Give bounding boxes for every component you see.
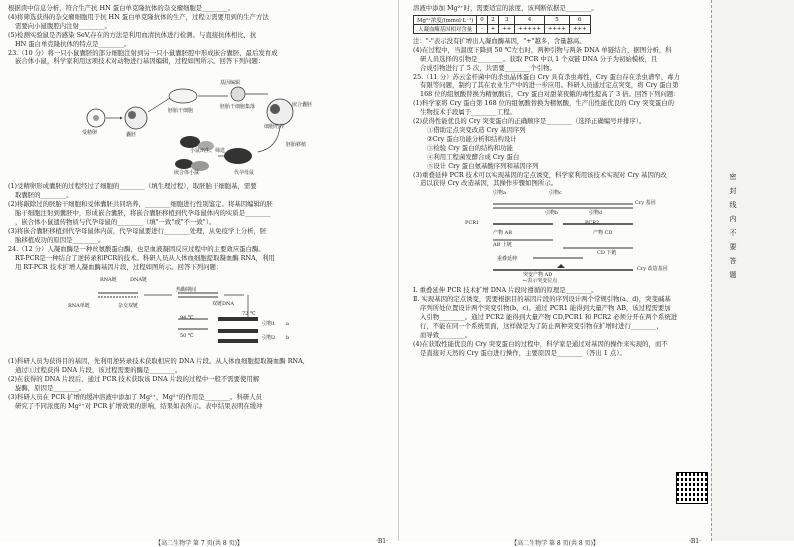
label-modified: 胚胎干细胞集落 xyxy=(220,104,256,111)
table-cell: 2 xyxy=(487,15,499,24)
label-overlap: 重叠延伸 xyxy=(497,256,518,263)
question-25-stem: (1)科学家将 Cry 蛋白第 168 位的组氨酸替换为精氨酸，生产出性能优良的 Cry 突变蛋白的 xyxy=(413,99,675,108)
label-cd-down: CD 下链 xyxy=(597,250,617,257)
table-cell: ++++ xyxy=(544,24,569,33)
intro-line: 根据读中信息分析，符合生产抗 HN 蛋白单克隆抗体的杂交瘤细胞是________。 xyxy=(8,4,235,12)
option-item: ②Cry 蛋白功能分析和结构设计 xyxy=(427,134,517,143)
table-cell: 6 xyxy=(569,15,590,24)
q25-item: 而导致________。 xyxy=(420,330,472,339)
table-cell: 4 xyxy=(515,15,545,24)
page-number: 【高二生物学 第 7 页(共 8 页)】 xyxy=(155,540,243,547)
label-72: 72 ℃ xyxy=(242,311,256,318)
label-94: 94 ℃ xyxy=(180,315,194,322)
q24-item: (1)科研人员为获得目的基因，先利用逆转录技术获取相应的 DNA 片段。从人体血细胞提取凝血酶 RNA, xyxy=(8,357,305,366)
table-cell: 0 xyxy=(477,15,487,24)
figure-24 xyxy=(8,273,394,355)
label-mutation: ←表示突变位点 xyxy=(523,278,558,285)
label-primer2: 引物2 xyxy=(262,335,276,342)
right-column xyxy=(413,4,709,358)
label-heat: 热酶期间 xyxy=(176,287,197,294)
label-hybrid: 杂交双链 xyxy=(118,303,139,310)
seal-char: 线 xyxy=(729,201,737,209)
q25-item: (4)在获取性能优良的 Cry 突变蛋白的过程中，科学家是通过对基因的操作来实现的，而不 xyxy=(413,339,668,348)
label-culture: 细胞培养 xyxy=(264,124,285,131)
seal-char: 密 xyxy=(729,173,737,181)
label-rna-single: RNA单链 xyxy=(68,303,90,310)
mg-table xyxy=(413,15,591,34)
seal-notice xyxy=(728,170,738,282)
label-fertilized: 受精卵 xyxy=(82,130,98,137)
option-item: ④利用工程菌发酵合成 Cry 蛋白 xyxy=(427,152,520,161)
label-a: a xyxy=(286,321,289,328)
intro-line: (4)将筛选获得的杂交瘤细胞用于抗 HN 蛋白单克隆抗体的生产，过程②需要用到的生产方法 xyxy=(8,12,269,21)
label-primer-a: 引物a xyxy=(493,190,506,197)
q25-3: 造以获得 Cry 改造基因，其操作步骤如图所示。 xyxy=(420,179,558,188)
label-blastocyst: 囊胚 xyxy=(126,132,137,139)
table-cell: +++++ xyxy=(515,24,545,33)
label-ab-up: AB 上链 xyxy=(493,242,512,249)
version-tag: ·B1· xyxy=(375,538,388,545)
q25-item: 是直接对天然的 Cry 蛋白进行操作，主要原因是________（答出 1 点）。 xyxy=(420,348,626,357)
table-row-label: 人凝血酶基因相对含量 xyxy=(414,24,477,33)
q23-item: 胎移植成功的原因是________。 xyxy=(15,235,105,244)
table-cell: + xyxy=(487,24,499,33)
q25-item: Ⅰ. 重叠延伸 PCR 技术扩增 DNA 片段时遵循的原理是________。 xyxy=(413,286,598,295)
label-chimera: 嵌合体小鼠 xyxy=(174,170,200,177)
label-es-cell: 胚胎干细胞 xyxy=(168,108,194,115)
q25-item: 入引物________。通过 PCR2 能得到大量产物 CD,PCR1 和 PCR2 必须分开在两个系统进 xyxy=(420,313,678,322)
table-note: 注："-"表示没有扩增出人凝血酶基因，"+"越多，含量越高。 xyxy=(413,36,586,45)
seal-char: 答 xyxy=(729,257,737,265)
question-25-stem: (2)获得性能优良的 Cry 突变蛋白的正确顺序是________（选择正确编号并排序）。 xyxy=(413,117,646,126)
question-25-stem: 168 位的组氨酸替换为精氨酸后，Cry 蛋白对甜菜夜蛾的毒性提高了 3 倍。回答下列问题： xyxy=(420,90,680,99)
label-ad: 突变产物 AD xyxy=(523,272,553,279)
question-23-stem: 嵌合体小鼠，科学家利用这项技术对动物进行基因编辑，过程如图所示。回答下列问题： xyxy=(15,57,265,66)
label-primer1: 引物1 xyxy=(262,321,276,328)
table-row xyxy=(414,24,591,33)
q25-3: (3)重叠延伸 PCR 技术可以实现基因的定点诱变，科学家利用该技术实现对 Cry 基因的改 xyxy=(413,170,667,179)
label-surrogate: 代孕母鼠 xyxy=(234,170,255,177)
qr-code xyxy=(676,472,708,504)
label-b: b xyxy=(286,335,290,342)
table-header-label: Mg²⁺浓度/(mmol·L⁻¹) xyxy=(414,15,477,24)
option-item: ⑤设计 Cry 蛋白氨基酸序列和基因序列 xyxy=(427,161,539,170)
version-tag: ·B1· xyxy=(688,538,701,545)
right-lead: 溶液中添加 Mg²⁺时，需要适宜的浓度，该判断依据是________。 xyxy=(413,4,598,12)
question-24-stem: RT-PCR是一种结合了逆转录和PCR的技术。科研人员从人体血细胞提取凝血酶 RNA，利用 xyxy=(15,253,275,262)
page-number: 【高二生物学 第 8 页(共 8 页)】 xyxy=(511,540,599,547)
label-transfer: 胚胎移植 xyxy=(286,142,307,149)
q24-tail: (4)在过程中，当温度下降到 50 ℃左右时，两种引物与两条 DNA 单链结合，据图分析，科 xyxy=(413,45,672,54)
q24-item: 研究了不同浓度的 Mg²⁺对 PCR 扩增效果的影响，结果如表所示。表中结果表明在缓冲 xyxy=(15,401,263,410)
q23-item: (1)受精卵形成囊胚的过程经过了细胞的________（填生理过程），取胚胎干细胞基，需要 xyxy=(8,182,257,191)
intro-line: 需要向小鼠腹腔内注射________。 xyxy=(15,21,111,30)
q23-item: 取囊胚的________。 xyxy=(15,191,73,200)
option-item: ①借助定点突变改造 Cry 基因序列 xyxy=(427,125,526,134)
seal-char: 题 xyxy=(729,271,737,279)
mutation-marker xyxy=(557,264,565,268)
option-item: ③检验 Cry 蛋白的结构和功能 xyxy=(427,143,513,152)
label-cry-gene: Cry 基因 xyxy=(635,200,656,207)
label-cry-mod: Cry 改造基因 xyxy=(637,266,668,273)
label-rna: RNA链 xyxy=(100,277,117,284)
label-dna: DNA链 xyxy=(130,277,147,284)
q23-item: (3)将嵌合囊胚移植到代孕母鼠体内前，代孕母鼠要进行________处理，从免疫学上分析，胚 xyxy=(8,226,267,235)
label-primer-c: 引物c xyxy=(549,190,562,197)
label-50: 50 ℃ xyxy=(180,333,194,340)
seal-char: 要 xyxy=(729,243,737,251)
q23-item: 胎干细胞注射到囊胚中，形成嵌合囊胚，将嵌合囊胚移植到代孕母鼠体内的实质是________ xyxy=(15,209,271,218)
question-25-stem: 有限等问题，制约了其在农业生产中的进一步应用。科研人员通过定点突变，将 Cry 蛋白第 xyxy=(420,81,679,90)
table-cell: ++ xyxy=(499,24,515,33)
q24-tail: 合成引物进行了 5 次，共需要________个引物。 xyxy=(420,63,556,72)
question-25-stem: 生物技术手段属于________工程。 xyxy=(420,108,516,117)
seal-char: 内 xyxy=(729,215,737,223)
figure-24-drawing xyxy=(68,273,328,355)
question-24-stem: 用 RT-PCR 技术扩增人凝血酶基因片段，过程如图所示。回答下列问题： xyxy=(15,262,223,271)
q25-item: Ⅱ. 实现基因的定点诱变，需要根据目的基因片段的序列设计两个常规引物(a、d)，突变碱基 xyxy=(413,295,671,304)
table-cell: 5 xyxy=(544,15,569,24)
intro-line: (5)检测实验鼠是否感染 SeV,存在的方法是利用血清抗体进行检测。与直接抗体相比，抗 xyxy=(8,30,257,39)
q24-item: (2)在获得的 DNA 片段后，通过 PCR 技术获取该 DNA 片段的过程中一般不需要使用解 xyxy=(8,375,260,384)
question-23-stem: 23.（10 分）将一只小鼠囊胚的部分细胞注射到另一只小鼠囊胚腔中形成嵌合囊胚，最后发育成 xyxy=(8,48,278,57)
label-ab: 产物 AB xyxy=(493,230,512,237)
q25-item: 行，不能在同一个系统里面，这样做是为了防止两种突变引物在扩增时进行________， xyxy=(420,321,663,330)
q24-item: 旋酶，原因是________。 xyxy=(15,384,86,393)
seal-char: 封 xyxy=(729,187,737,195)
label-double: 双链DNA xyxy=(212,301,234,308)
intro-line: HN 蛋白单克隆抗体的特点是________。 xyxy=(15,39,131,48)
figure-23 xyxy=(8,68,394,180)
left-column xyxy=(8,4,394,411)
label-offspring: 小鼠出生、筛选 xyxy=(190,148,226,155)
q24-item: 通过①过程获得 DNA 片段，该过程需要的酶是________。 xyxy=(15,366,182,375)
table-cell: - xyxy=(477,24,487,33)
q23-item: ，嵌合体小鼠遗传物质与代孕母鼠的________（填"一致"或"不一致"）。 xyxy=(15,217,216,226)
label-primer-b: 引物b xyxy=(545,210,559,217)
binding-margin xyxy=(711,0,794,541)
figure-25 xyxy=(413,190,709,284)
question-24-stem: 24.（12 分）人凝血酶是一种丝氨酸蛋白酶，也是血液凝固反应过程中的主要效应蛋白酶。 xyxy=(8,244,265,253)
label-gene-edit: 基因编辑 xyxy=(220,80,241,87)
label-pcr1: PCR1 xyxy=(465,220,480,227)
q24-tail: 研人员选择的引物是________。获取 PCR 中以 1 个双链 DNA 分子为初始模板，且 xyxy=(420,54,658,63)
question-25-stem: 25.（11 分）苏云金杆菌中的杀虫晶体蛋白 Cry 具有杀虫毒性，Cry 蛋白存在杀虫谱窄、毒力 xyxy=(413,72,680,81)
page-8 xyxy=(399,0,711,547)
q25-item: 序列所处位置设计两个突变引物(b、c)。通过 PCR1 能得到大量产物 AB，该过程需要加 xyxy=(420,304,671,313)
table-cell: +++ xyxy=(569,24,590,33)
label-primer-d: 引物d xyxy=(589,210,603,217)
table-cell: 3 xyxy=(499,15,515,24)
label-mixed: 嵌合囊胚 xyxy=(292,102,313,109)
seal-char: 不 xyxy=(729,229,737,237)
label-cd: 产物 CD xyxy=(593,230,613,237)
table-row xyxy=(414,15,591,24)
label-pcr2: PCR2 xyxy=(585,220,600,227)
q23-item: (2)将敲除过的胚胎干细胞和受体囊胚共同培养，________细胞进行性别鉴定。将基因编辑的胚 xyxy=(8,200,273,209)
q24-item: (3)科研人员在 PCR 扩增的缓冲溶液中添加了 Mg²⁺，Mg²⁺的作用是________。科研人员 xyxy=(8,393,263,402)
